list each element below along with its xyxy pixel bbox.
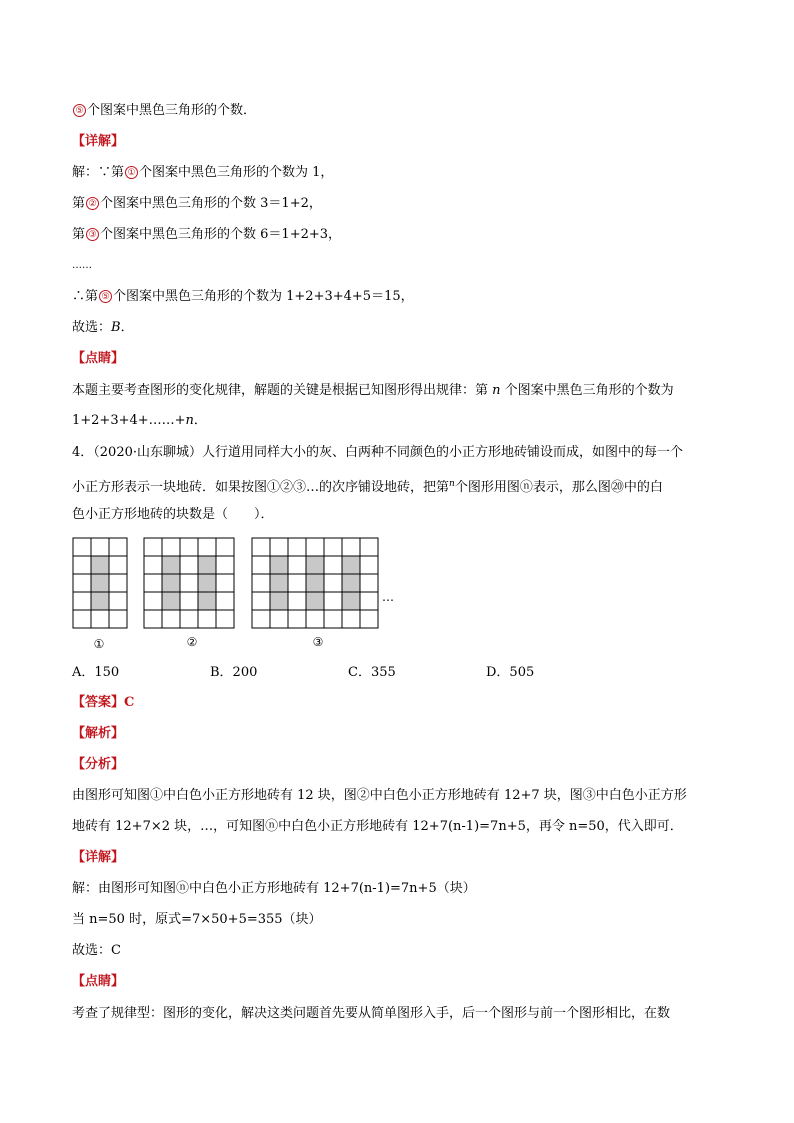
figure-label-3: ③ bbox=[312, 635, 324, 649]
white-tile bbox=[73, 574, 91, 592]
question-line: 4．（2020·山东聊城）人行道用同样大小的灰、白两种不同颜色的小正方形地砖铺设而成，如图中的每一个 bbox=[72, 445, 683, 460]
answer-heading: 【答案】C bbox=[72, 695, 135, 710]
gray-tile bbox=[270, 592, 288, 610]
text-line: 故选：B． bbox=[72, 320, 134, 335]
white-tile bbox=[270, 610, 288, 628]
text-line: 故选：C bbox=[72, 943, 121, 958]
white-tile bbox=[180, 610, 198, 628]
white-tile bbox=[180, 592, 198, 610]
white-tile bbox=[144, 574, 162, 592]
white-tile bbox=[109, 538, 127, 556]
gray-tile bbox=[342, 556, 360, 574]
gray-tile bbox=[91, 574, 109, 592]
text-line bbox=[72, 102, 256, 120]
gray-tile bbox=[198, 556, 216, 574]
white-tile bbox=[162, 538, 180, 556]
gray-tile bbox=[306, 592, 324, 610]
white-tile bbox=[162, 610, 180, 628]
white-tile bbox=[73, 592, 91, 610]
option-b: B．200 bbox=[210, 665, 258, 680]
white-tile bbox=[288, 592, 306, 610]
text-line: 地砖有 12+7×2 块，…，可知图ⓝ中白色小正方形地砖有 12+7(n-1)=7n+5，再令 n=50，代入即可． bbox=[72, 819, 683, 834]
analysis-heading: 【解析】 bbox=[72, 726, 125, 741]
white-tile bbox=[216, 538, 234, 556]
text-line: 第 ② 个图案中黑色三角形的个数 3＝1+2， bbox=[72, 196, 322, 211]
white-tile bbox=[198, 538, 216, 556]
white-tile bbox=[252, 592, 270, 610]
white-tile bbox=[180, 556, 198, 574]
white-tile bbox=[342, 538, 360, 556]
white-tile bbox=[324, 592, 342, 610]
white-tile bbox=[360, 610, 378, 628]
fenxi-heading: 【分析】 bbox=[72, 757, 125, 772]
gray-tile bbox=[306, 574, 324, 592]
white-tile bbox=[180, 574, 198, 592]
white-tile bbox=[73, 556, 91, 574]
white-tile bbox=[252, 574, 270, 592]
gray-tile bbox=[270, 574, 288, 592]
text-line: ∴第 ⑤ 个图案中黑色三角形的个数为 1+2+3+4+5＝15， bbox=[72, 289, 414, 304]
white-tile bbox=[360, 592, 378, 610]
text-line: 1+2+3+4+……+n． bbox=[72, 413, 207, 428]
white-tile bbox=[324, 574, 342, 592]
gray-tile bbox=[306, 556, 324, 574]
white-tile bbox=[216, 574, 234, 592]
gray-tile bbox=[162, 556, 180, 574]
white-tile bbox=[288, 556, 306, 574]
gray-tile bbox=[162, 574, 180, 592]
circled-number: ① bbox=[125, 166, 138, 179]
option-d: D．505 bbox=[486, 665, 535, 680]
text-line: 第 ③ 个图案中黑色三角形的个数 6＝1+2+3， bbox=[72, 227, 342, 242]
figure-ellipsis: … bbox=[382, 590, 394, 604]
tile-figure-3 bbox=[252, 538, 378, 628]
white-tile bbox=[306, 538, 324, 556]
white-tile bbox=[360, 556, 378, 574]
gray-tile bbox=[342, 592, 360, 610]
white-tile bbox=[109, 574, 127, 592]
gray-tile bbox=[198, 574, 216, 592]
white-tile bbox=[324, 538, 342, 556]
gray-tile bbox=[342, 574, 360, 592]
detail-heading: 【详解】 bbox=[72, 134, 125, 149]
gray-tile bbox=[91, 592, 109, 610]
figure-label-2: ② bbox=[186, 635, 198, 649]
text-line: 考查了规律型：图形的变化，解决这类问题首先要从简单图形入手，后一个图形与前一个图形相比，在数 bbox=[72, 1006, 671, 1021]
white-tile bbox=[252, 610, 270, 628]
white-tile bbox=[109, 610, 127, 628]
white-tile bbox=[342, 610, 360, 628]
white-tile bbox=[144, 592, 162, 610]
white-tile bbox=[360, 574, 378, 592]
text: 个图案中黑色三角形的个数． bbox=[87, 103, 257, 118]
white-tile bbox=[270, 538, 288, 556]
text-line: 解：由图形可知图ⓝ中白色小正方形地砖有 12+7(n-1)=7n+5（块） bbox=[72, 881, 476, 896]
text-line: 解：∵第 ① 个图案中黑色三角形的个数为 1， bbox=[72, 165, 334, 180]
white-tile bbox=[144, 556, 162, 574]
white-tile bbox=[216, 556, 234, 574]
white-tile bbox=[109, 592, 127, 610]
question-line: 色小正方形地砖的块数是（ ）． bbox=[72, 507, 274, 522]
option-c: C．355 bbox=[348, 665, 396, 680]
white-tile bbox=[252, 556, 270, 574]
ellipsis: …… bbox=[72, 260, 92, 271]
white-tile bbox=[91, 538, 109, 556]
white-tile bbox=[288, 538, 306, 556]
figure-label-1: ① bbox=[93, 637, 105, 651]
circled-number: ⑤ bbox=[73, 104, 86, 117]
white-tile bbox=[324, 556, 342, 574]
gray-tile bbox=[162, 592, 180, 610]
white-tile bbox=[109, 556, 127, 574]
white-tile bbox=[73, 610, 91, 628]
text-line: 本题主要考查图形的变化规律，解题的关键是根据已知图形得出规律：第 n 个图案中黑色三角形的个数为 bbox=[72, 383, 674, 398]
gray-tile bbox=[270, 556, 288, 574]
comment-heading: 【点睛】 bbox=[72, 351, 125, 366]
white-tile bbox=[216, 610, 234, 628]
white-tile bbox=[144, 538, 162, 556]
white-tile bbox=[288, 574, 306, 592]
white-tile bbox=[288, 610, 306, 628]
text-line: 由图形可知图①中白色小正方形地砖有 12 块，图②中白色小正方形地砖有 12+7 块，图③中白色小正方形 bbox=[72, 788, 687, 803]
white-tile bbox=[198, 610, 216, 628]
circled-number: ③ bbox=[86, 228, 99, 241]
white-tile bbox=[252, 538, 270, 556]
gray-tile bbox=[198, 592, 216, 610]
tile-figure-1 bbox=[73, 538, 127, 628]
detail-heading: 【详解】 bbox=[72, 850, 125, 865]
white-tile bbox=[91, 610, 109, 628]
white-tile bbox=[306, 610, 324, 628]
tile-pattern-figures bbox=[70, 536, 410, 652]
question-line: 小正方形表示一块地砖．如果按图①②③…的次序铺设地砖，把第$^n$个图形用图ⓝ表示，那么图⑳中的白 bbox=[72, 479, 663, 495]
tile-figure-2 bbox=[144, 538, 234, 628]
circled-number: ② bbox=[86, 197, 99, 210]
white-tile bbox=[324, 610, 342, 628]
circled-number: ⑤ bbox=[99, 290, 112, 303]
option-a: A．150 bbox=[72, 665, 120, 680]
white-tile bbox=[180, 538, 198, 556]
white-tile bbox=[216, 592, 234, 610]
gray-tile bbox=[91, 556, 109, 574]
white-tile bbox=[73, 538, 91, 556]
white-tile bbox=[144, 610, 162, 628]
comment-heading: 【点睛】 bbox=[72, 974, 125, 989]
white-tile bbox=[360, 538, 378, 556]
text-line: 当 n=50 时，原式=7×50+5=355（块） bbox=[72, 912, 322, 927]
